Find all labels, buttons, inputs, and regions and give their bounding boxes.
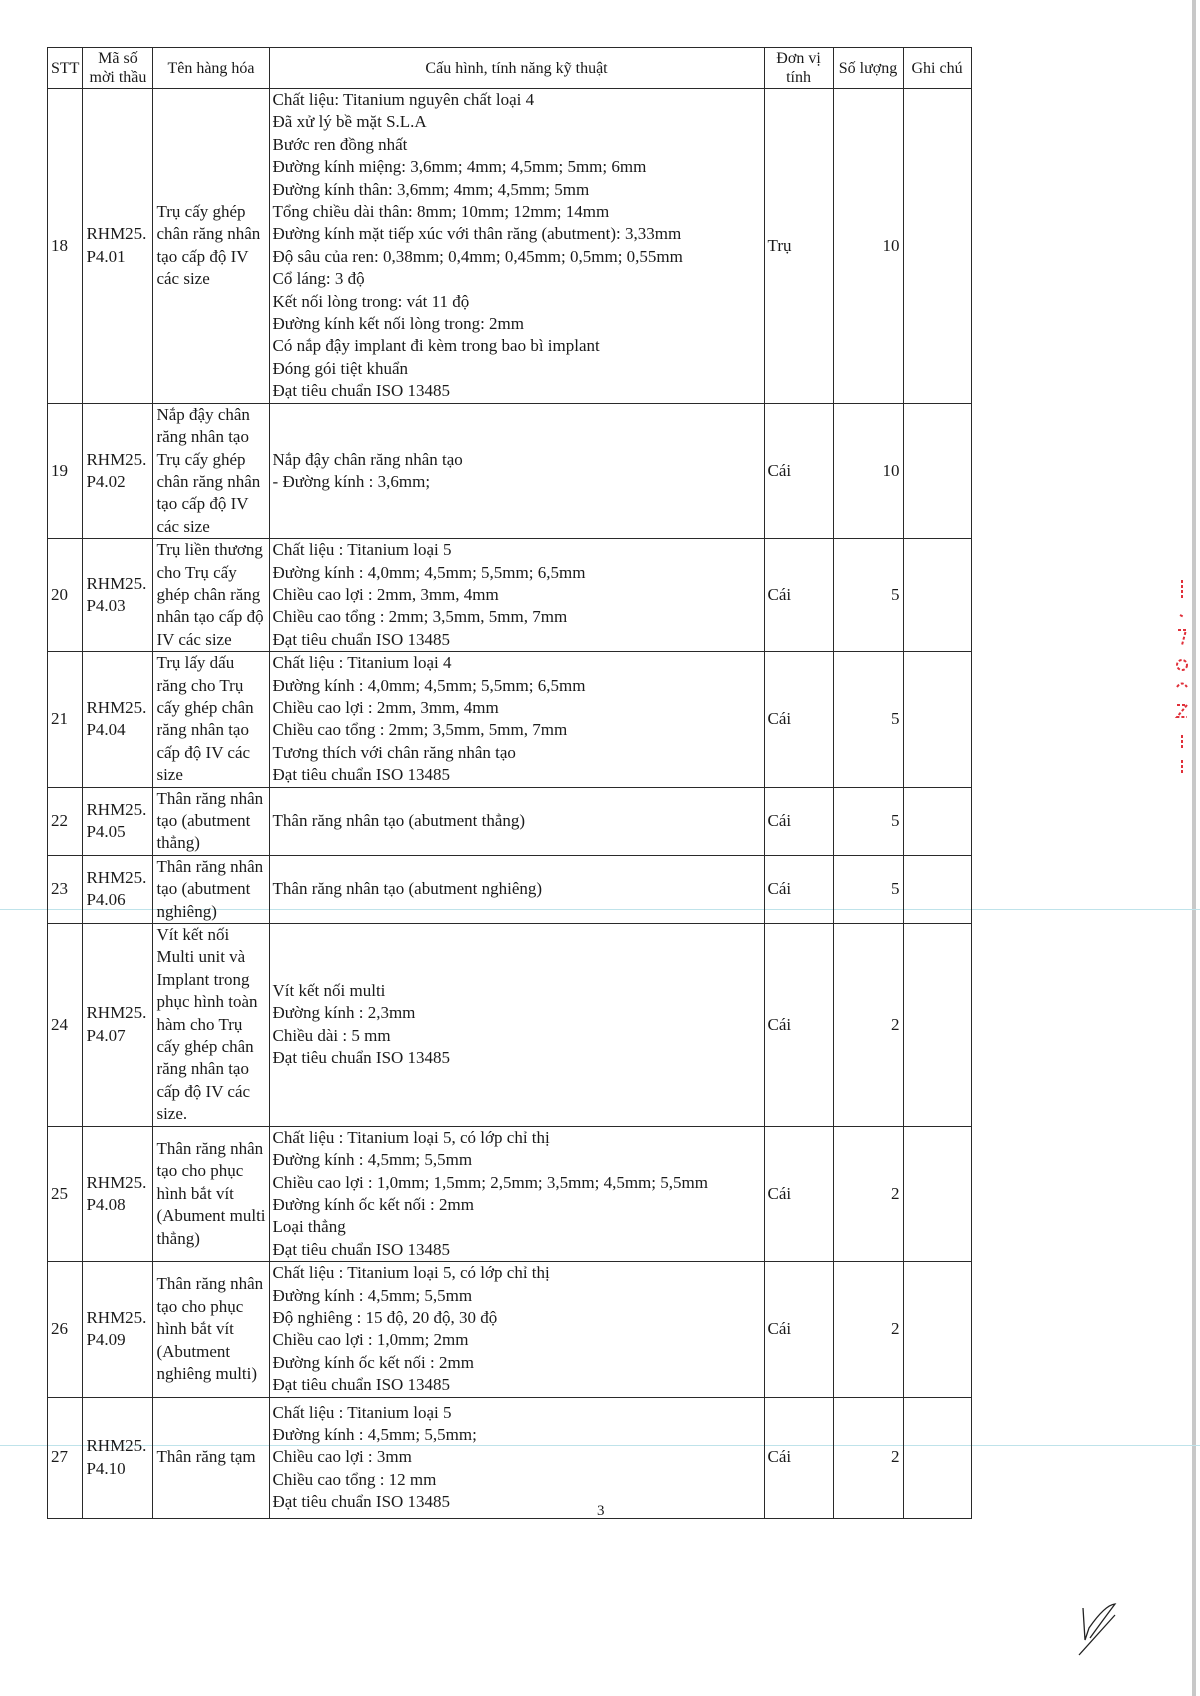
cell-ghi-chu <box>903 1397 971 1518</box>
spec-line: Kết nối lòng trong: vát 11 độ <box>272 291 470 311</box>
cell-ma-so <box>83 539 153 652</box>
cell-ma-so <box>83 1397 153 1518</box>
cell-ten-hang <box>153 1397 269 1518</box>
spec-line: Chất liệu : Titanium loại 5 <box>272 1402 452 1422</box>
spec-line: Chiều cao tổng : 2mm; 3,5mm, 5mm, 7mm <box>272 607 568 627</box>
ten-hang-line: chân răng nhân <box>156 224 261 244</box>
cell-cau-hinh <box>269 787 764 855</box>
spec-line: Đạt tiêu chuẩn ISO 13485 <box>272 381 451 401</box>
ma-so-line: RHM25. <box>86 1307 147 1327</box>
ma-so-line: RHM25. <box>86 868 147 888</box>
ten-hang-line: ghép chân răng <box>156 584 261 604</box>
cell-ghi-chu <box>903 403 971 538</box>
header-don-vi-line: Đơn vị <box>776 50 821 67</box>
ma-so-line: P4.08 <box>86 1194 126 1214</box>
cell-stt: 25 <box>48 1126 83 1261</box>
spec-line: Có nắp đậy implant đi kèm trong bao bì implant <box>272 336 600 356</box>
cell-cau-hinh <box>269 89 764 404</box>
ten-hang-line: các size <box>156 516 210 536</box>
cell-ghi-chu <box>903 1126 971 1261</box>
ten-hang-line: Trụ liền thương <box>156 540 263 560</box>
ten-hang-line: tạo cấp độ IV <box>156 246 249 266</box>
ten-hang-line: Trụ lấy dấu <box>156 653 235 673</box>
table-row <box>48 1262 972 1397</box>
spec-line: Chiều cao tổng : 2mm; 3,5mm, 5mm, 7mm <box>272 720 568 740</box>
ma-so-line: P4.06 <box>86 890 126 910</box>
spec-line: Nắp đậy chân răng nhân tạo <box>272 449 463 469</box>
spec-line: - Đường kính : 3,6mm; <box>272 471 431 491</box>
cell-ma-so <box>83 1126 153 1261</box>
cell-cau-hinh <box>269 403 764 538</box>
spec-line: Chiều dài : 5 mm <box>272 1025 391 1045</box>
header-ten-hang: Tên hàng hóa <box>153 48 269 89</box>
cell-don-vi: Cái <box>764 1262 833 1397</box>
cell-ten-hang <box>153 403 269 538</box>
cell-ma-so <box>83 855 153 923</box>
header-don-vi <box>764 48 833 89</box>
cell-stt: 18 <box>48 89 83 404</box>
cell-ten-hang <box>153 787 269 855</box>
table-row <box>48 539 972 652</box>
cell-ma-so <box>83 1262 153 1397</box>
ten-hang-line: phục hình toàn <box>156 992 258 1012</box>
spec-line: Đường kính : 4,0mm; 4,5mm; 5,5mm; 6,5mm <box>272 675 586 695</box>
header-so-luong: Số lượng <box>833 48 903 89</box>
ten-hang-line: size <box>156 765 183 785</box>
cell-don-vi: Cái <box>764 652 833 787</box>
spec-line: Chất liệu : Titanium loại 5, có lớp chỉ thị <box>272 1127 550 1147</box>
ma-so-line: P4.09 <box>86 1330 126 1350</box>
table-row <box>48 855 972 923</box>
ma-so-line: P4.07 <box>86 1025 126 1045</box>
ma-so-line: P4.05 <box>86 822 126 842</box>
ten-hang-line: Thân răng nhân <box>156 788 264 808</box>
cell-don-vi: Cái <box>764 1126 833 1261</box>
spec-line: Đạt tiêu chuẩn ISO 13485 <box>272 765 451 785</box>
ma-so-line: P4.04 <box>86 720 126 740</box>
cell-so-luong: 10 <box>833 89 903 404</box>
ten-hang-line: Trụ cấy ghép <box>156 202 246 222</box>
ten-hang-line: răng nhân tạo <box>156 1059 249 1079</box>
cell-ghi-chu <box>903 1262 971 1397</box>
ten-hang-line: (Abutment <box>156 1341 231 1361</box>
cell-so-luong: 5 <box>833 855 903 923</box>
ten-hang-line: IV các size <box>156 629 232 649</box>
ten-hang-line: tạo (abutment <box>156 811 251 830</box>
ma-so-line: P4.01 <box>86 246 126 266</box>
spec-line: Vít kết nối multi <box>272 981 386 1001</box>
header-ma-so <box>83 48 153 89</box>
cell-ten-hang <box>153 924 269 1127</box>
ten-hang-line: nghiêng) <box>156 901 217 921</box>
ten-hang-line: cấp độ IV các <box>156 1081 251 1101</box>
cell-ma-so <box>83 652 153 787</box>
cell-so-luong: 2 <box>833 1126 903 1261</box>
cell-don-vi: Cái <box>764 1397 833 1518</box>
spec-line: Độ nghiêng : 15 độ, 20 độ, 30 độ <box>272 1307 498 1327</box>
ma-so-line: RHM25. <box>86 1172 147 1192</box>
spec-line: Đường kính : 4,5mm; 5,5mm; <box>272 1424 477 1444</box>
table-row <box>48 403 972 538</box>
ten-hang-line: nghiêng multi) <box>156 1363 258 1383</box>
spec-line: Đường kính kết nối lòng trong: 2mm <box>272 314 525 334</box>
cell-so-luong: 2 <box>833 924 903 1127</box>
spec-line: Đạt tiêu chuẩn ISO 13485 <box>272 1492 451 1512</box>
cell-stt: 22 <box>48 787 83 855</box>
cell-don-vi: Cái <box>764 403 833 538</box>
signature-mark <box>1075 1600 1145 1660</box>
cell-ghi-chu <box>903 89 971 404</box>
ten-hang-line: hình bắt vít <box>156 1319 234 1339</box>
ten-hang-line: cấy ghép chân <box>156 1037 254 1057</box>
cell-cau-hinh <box>269 1262 764 1397</box>
cell-ma-so <box>83 403 153 538</box>
table-row <box>48 652 972 787</box>
ma-so-line: P4.02 <box>86 471 126 491</box>
spec-line: Đường kính ốc kết nối : 2mm <box>272 1352 474 1372</box>
spec-line: Đạt tiêu chuẩn ISO 13485 <box>272 1375 451 1395</box>
spec-line: Chất liệu : Titanium loại 5 <box>272 540 452 560</box>
cell-stt: 24 <box>48 924 83 1127</box>
table-row <box>48 787 972 855</box>
cell-so-luong: 2 <box>833 1397 903 1518</box>
spec-line: Đường kính ốc kết nối : 2mm <box>272 1194 474 1214</box>
ten-hang-line: Thân răng tạm <box>156 1447 256 1467</box>
ten-hang-line: thẳng) <box>156 1228 200 1248</box>
cell-so-luong: 5 <box>833 652 903 787</box>
cell-ten-hang <box>153 1126 269 1261</box>
ten-hang-line: hàm cho Trụ <box>156 1014 243 1034</box>
spec-line: Đường kính : 4,0mm; 4,5mm; 5,5mm; 6,5mm <box>272 562 586 582</box>
cell-ten-hang <box>153 539 269 652</box>
ten-hang-line: tạo cấp độ IV <box>156 494 249 514</box>
spec-line: Đường kính : 4,5mm; 5,5mm <box>272 1285 473 1305</box>
ten-hang-line: thẳng) <box>156 833 200 853</box>
ten-hang-line: răng cho Trụ <box>156 675 244 695</box>
ten-hang-line: Trụ cấy ghép <box>156 449 246 469</box>
ten-hang-line: Thân răng nhân <box>156 1274 264 1294</box>
spec-line: Đường kính miệng: 3,6mm; 4mm; 4,5mm; 5mm; 6mm <box>272 157 647 177</box>
cell-ma-so <box>83 89 153 404</box>
spec-line: Chiều cao lợi : 2mm, 3mm, 4mm <box>272 584 499 604</box>
ten-hang-line: Thân răng nhân <box>156 856 264 876</box>
spec-line: Chất liệu : Titanium loại 5, có lớp chỉ thị <box>272 1263 550 1283</box>
spec-line: Đã xử lý bề mặt S.L.A <box>272 112 427 132</box>
spec-line: Đóng gói tiệt khuẩn <box>272 358 409 378</box>
ma-so-line: RHM25. <box>86 449 147 469</box>
cell-stt: 26 <box>48 1262 83 1397</box>
ma-so-line: P4.10 <box>86 1458 126 1478</box>
table-row <box>48 924 972 1127</box>
ma-so-line: RHM25. <box>86 573 147 593</box>
cell-stt: 20 <box>48 539 83 652</box>
cell-cau-hinh <box>269 539 764 652</box>
ten-hang-line: tạo cho phục <box>156 1296 244 1316</box>
spec-line: Đường kính : 4,5mm; 5,5mm <box>272 1150 473 1170</box>
cell-don-vi: Cái <box>764 924 833 1127</box>
ten-hang-line: các size <box>156 269 210 289</box>
spec-line: Chiều cao lợi : 3mm <box>272 1447 412 1467</box>
spec-line: Chất liệu: Titanium nguyên chất loại 4 <box>272 90 535 109</box>
cell-so-luong: 2 <box>833 1262 903 1397</box>
cell-ten-hang <box>153 855 269 923</box>
cell-cau-hinh <box>269 652 764 787</box>
cell-cau-hinh <box>269 1397 764 1518</box>
cell-ten-hang <box>153 1262 269 1397</box>
ten-hang-line: cấy ghép chân <box>156 697 254 717</box>
cell-ghi-chu <box>903 787 971 855</box>
red-stamp-fragment <box>1170 575 1194 780</box>
spec-line: Đạt tiêu chuẩn ISO 13485 <box>272 1239 451 1259</box>
cell-ghi-chu <box>903 652 971 787</box>
ten-hang-line: Vít kết nối <box>156 925 230 945</box>
cell-ma-so <box>83 787 153 855</box>
ten-hang-line: nhân tạo cấp độ <box>156 607 264 627</box>
cell-don-vi: Cái <box>764 539 833 652</box>
cell-cau-hinh <box>269 924 764 1127</box>
table-row <box>48 89 972 404</box>
table-header-row <box>48 48 972 89</box>
ten-hang-line: Implant trong <box>156 969 250 989</box>
ten-hang-line: răng nhân tạo <box>156 427 249 447</box>
cell-so-luong: 5 <box>833 539 903 652</box>
cell-don-vi: Cái <box>764 855 833 923</box>
ten-hang-line: Nắp đậy chân <box>156 404 250 424</box>
cell-ten-hang <box>153 652 269 787</box>
table-body <box>48 89 972 1519</box>
ten-hang-line: hình bắt vít <box>156 1183 234 1203</box>
cell-stt: 27 <box>48 1397 83 1518</box>
spec-line: Đường kính : 2,3mm <box>272 1003 416 1023</box>
cell-ghi-chu <box>903 924 971 1127</box>
cell-ma-so <box>83 924 153 1127</box>
table-row <box>48 1126 972 1261</box>
spec-line: Chất liệu : Titanium loại 4 <box>272 653 452 673</box>
scan-edge-bar <box>1192 0 1196 1696</box>
spec-line: Đạt tiêu chuẩn ISO 13485 <box>272 1048 451 1068</box>
ma-so-line: RHM25. <box>86 697 147 717</box>
header-ma-so-line: mời thầu <box>89 69 147 86</box>
cell-so-luong: 5 <box>833 787 903 855</box>
ten-hang-line: cho Trụ cấy <box>156 562 237 582</box>
ten-hang-line: tạo cho phục <box>156 1161 244 1181</box>
cell-cau-hinh <box>269 1126 764 1261</box>
cell-so-luong: 10 <box>833 403 903 538</box>
spec-line: Đạt tiêu chuẩn ISO 13485 <box>272 629 451 649</box>
header-ma-so-line: Mã số <box>98 50 138 67</box>
ma-so-line: RHM25. <box>86 1436 147 1456</box>
cell-ghi-chu <box>903 539 971 652</box>
cell-cau-hinh <box>269 855 764 923</box>
header-stt: STT <box>48 48 83 89</box>
cell-don-vi: Cái <box>764 787 833 855</box>
cell-stt: 21 <box>48 652 83 787</box>
spec-line: Cổ láng: 3 độ <box>272 269 365 289</box>
spec-line: Đường kính thân: 3,6mm; 4mm; 4,5mm; 5mm <box>272 179 590 199</box>
ten-hang-line: tạo (abutment <box>156 879 251 899</box>
header-don-vi-line: tính <box>786 69 811 86</box>
ma-so-line: RHM25. <box>86 1003 147 1023</box>
ten-hang-line: Multi unit và <box>156 947 246 967</box>
table-row <box>48 1397 972 1518</box>
spec-line: Chiều cao lợi : 2mm, 3mm, 4mm <box>272 697 499 717</box>
ten-hang-line: răng nhân tạo <box>156 720 249 740</box>
spec-line: Loại thẳng <box>272 1217 346 1237</box>
cell-ten-hang <box>153 89 269 404</box>
spec-line: Thân răng nhân tạo (abutment thẳng) <box>272 811 526 830</box>
ten-hang-line: (Abument multi <box>156 1206 266 1226</box>
ten-hang-line: cấp độ IV các <box>156 742 251 762</box>
ten-hang-line: size. <box>156 1104 188 1124</box>
spec-line: Thân răng nhân tạo (abutment nghiêng) <box>272 879 543 899</box>
ten-hang-line: Thân răng nhân <box>156 1138 264 1158</box>
ma-so-line: RHM25. <box>86 799 147 819</box>
spec-line: Chiều cao tổng : 12 mm <box>272 1469 437 1489</box>
cell-stt: 23 <box>48 855 83 923</box>
page-number: 3 <box>597 1503 605 1519</box>
cell-ghi-chu <box>903 855 971 923</box>
ma-so-line: RHM25. <box>86 224 147 244</box>
spec-line: Tương thích với chân răng nhân tạo <box>272 742 516 762</box>
header-ghi-chu: Ghi chú <box>903 48 971 89</box>
spec-line: Chiều cao lợi : 1,0mm; 1,5mm; 2,5mm; 3,5mm; 4,5mm; 5,5mm <box>272 1172 708 1192</box>
ma-so-line: P4.03 <box>86 596 126 616</box>
spec-line: Độ sâu của ren: 0,38mm; 0,4mm; 0,45mm; 0,5mm; 0,55mm <box>272 246 683 266</box>
spec-line: Chiều cao lợi : 1,0mm; 2mm <box>272 1330 469 1350</box>
cell-don-vi: Trụ <box>764 89 833 404</box>
header-cau-hinh: Cấu hình, tính năng kỹ thuật <box>269 48 764 89</box>
cell-stt: 19 <box>48 403 83 538</box>
goods-spec-table <box>47 47 972 1519</box>
ten-hang-line: chân răng nhân <box>156 471 261 491</box>
spec-line: Tổng chiều dài thân: 8mm; 10mm; 12mm; 14mm <box>272 202 610 222</box>
spec-line: Bước ren đồng nhất <box>272 134 408 154</box>
spec-line: Đường kính mặt tiếp xúc với thân răng (abutment): 3,33mm <box>272 224 682 244</box>
